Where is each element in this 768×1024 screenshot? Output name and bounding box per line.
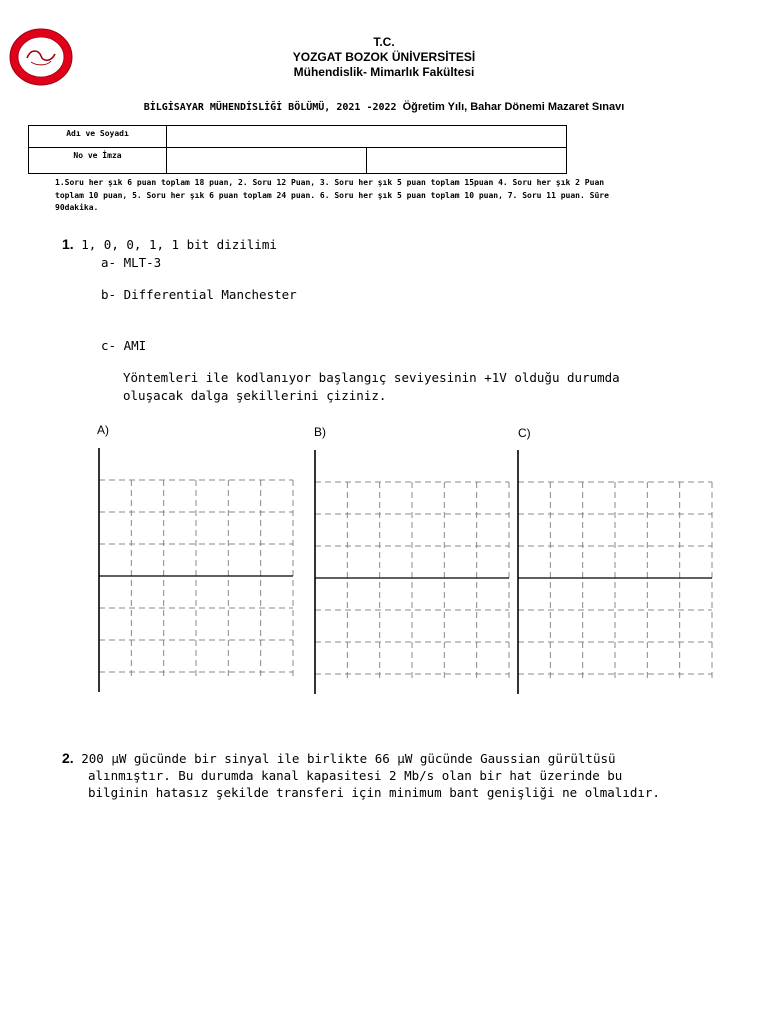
department-text: BİLGİSAYAR MÜHENDİSLİĞİ BÖLÜMÜ, 2021 -2022: [143, 102, 397, 113]
question-1-instruction-line-1: Yöntemleri ile kodlanıyor başlangıç seviyesinin +1V olduğu durumda: [123, 370, 620, 385]
grid-label-b: B): [314, 425, 326, 439]
waveform-grid-c[interactable]: [515, 450, 715, 696]
question-2-text-line-3: bilginin hatasız şekilde transferi için minimum bant genişliği ne olmalıdır.: [88, 785, 660, 800]
waveform-grid-b[interactable]: [312, 450, 512, 696]
question-1-heading: [62, 236, 277, 253]
grading-note-line-2: toplam 10 puan, 5. Soru her şık 6 puan toplam 24 puan. 6. Soru her şık 5 puan toplam 10 puan, 7. Soru 11 puan. Süre: [55, 190, 609, 200]
waveform-grid-a[interactable]: [96, 448, 296, 694]
question-1-option-a: a- MLT-3: [101, 255, 162, 270]
question-1-instruction-line-2: oluşacak dalga şekillerini çiziniz.: [123, 388, 387, 403]
question-1-text: 1, 0, 0, 1, 1 bit dizilimi: [81, 237, 277, 252]
question-2-text-line-2: alınmıştır. Bu durumda kanal kapasitesi 2 Mb/s olan bir hat üzerinde bu: [88, 768, 623, 783]
header-university: YOZGAT BOZOK ÜNİVERSİTESİ: [292, 50, 476, 64]
name-field[interactable]: [167, 126, 567, 148]
question-1-option-b: b- Differential Manchester: [101, 287, 297, 302]
header-faculty: Mühendislik- Mimarlık Fakültesi: [293, 65, 475, 79]
question-1-number: 1.: [62, 236, 74, 252]
department-title: [0, 101, 768, 113]
header-block: [0, 35, 768, 80]
question-1-option-c: c- AMI: [101, 338, 147, 353]
number-field[interactable]: [167, 148, 367, 174]
grading-note-line-3: 90dakika.: [55, 203, 99, 212]
header-line-1: T.C.: [373, 35, 395, 49]
number-label: No ve İmza: [29, 148, 167, 174]
question-2-text-line-1: 200 µW gücünde bir sinyal ile birlikte 66 µW gücünde Gaussian gürültüsü: [81, 751, 616, 766]
grading-note: [55, 177, 720, 215]
department-term: Öğretim Yılı, Bahar Dönemi Mazaret Sınavı: [402, 101, 625, 113]
grading-note-line-1: 1.Soru her şık 6 puan toplam 18 puan, 2. Soru 12 Puan, 3. Soru her şık 5 puan toplam 15puan 4. Soru her şık 2 Puan: [55, 178, 605, 187]
signature-field[interactable]: [367, 148, 567, 174]
grid-label-a: A): [97, 423, 109, 437]
name-label: Adı ve Soyadı: [29, 126, 167, 148]
student-info-table: [28, 125, 567, 174]
question-2-line-1: [62, 750, 616, 767]
question-2-number: 2.: [62, 750, 74, 766]
grid-label-c: C): [518, 426, 531, 440]
